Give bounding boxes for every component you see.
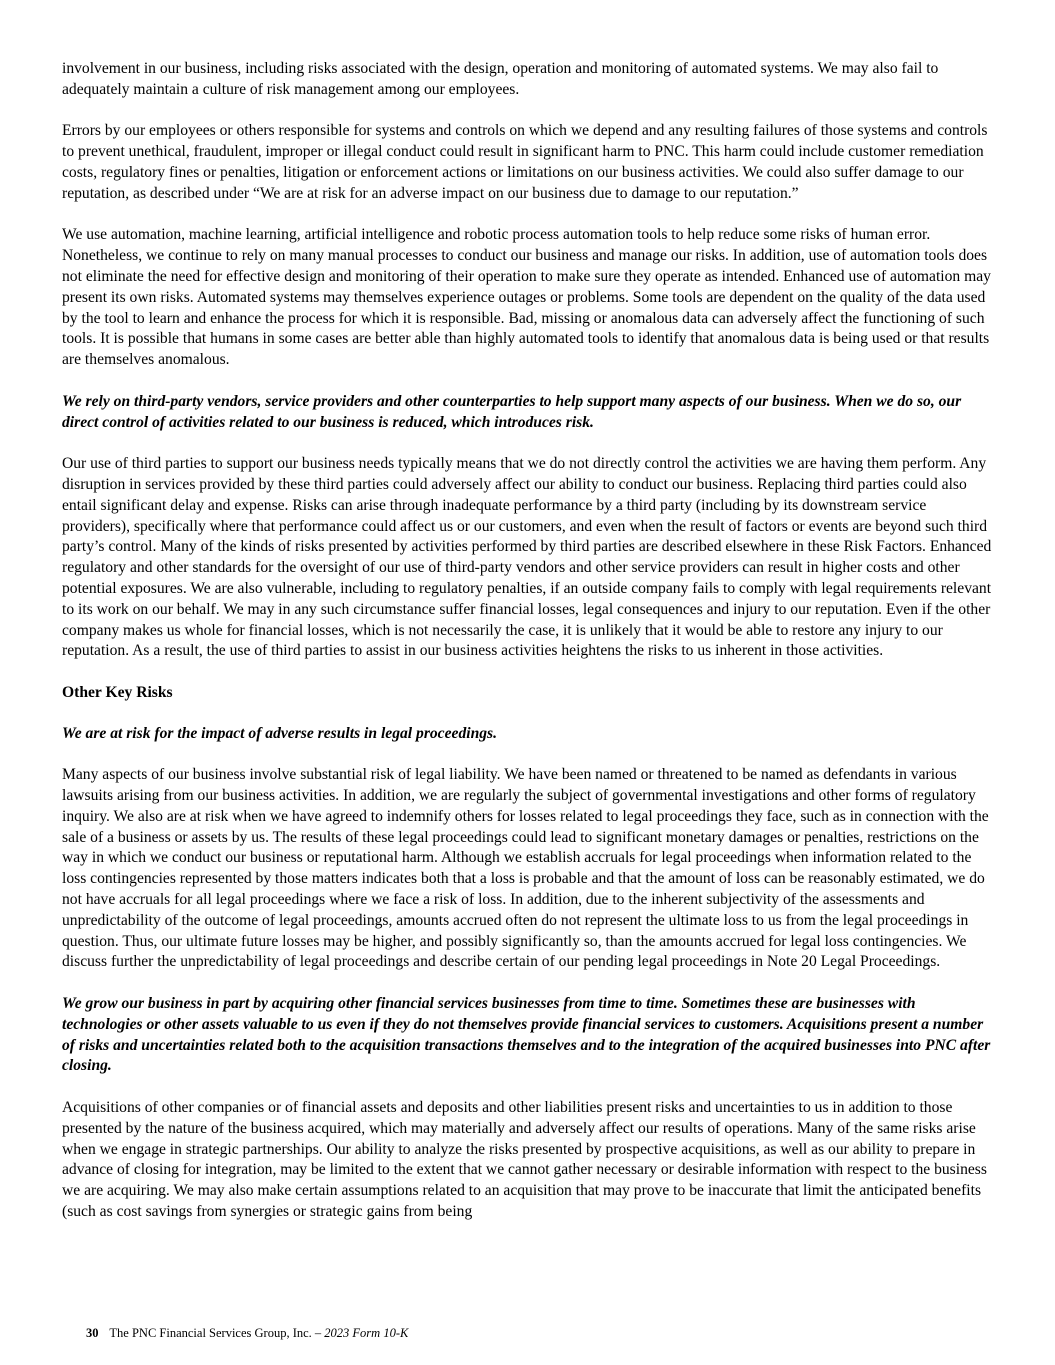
- section-heading-other-key-risks: Other Key Risks: [62, 683, 173, 701]
- subheading-legal-proceedings: We are at risk for the impact of adverse results in legal proceedings.: [62, 724, 498, 742]
- paragraph-third-party-risk: Our use of third parties to support our business needs typically means that we do not directly control the activities we are having them perform. Any disruption in services provided by these third parties could adversely affect our ability to conduct our business. Replacing third parties could also entail significant delay and expense. Risks can arise through inadequate performance by a third party (including by its downstream service providers), specifically where that performance could affect us or our customers, and even when the result of factors or events are beyond such third party’s control. Many of the kinds of risks presented by activities performed by third parties are described elsewhere in these Risk Factors. Enhanced regulatory and other standards for the oversight of our use of third-party vendors and other service providers can result in higher costs and other potential exposures. We are also vulnerable, including to regulatory penalties, if an outside company fails to comply with legal requirements relevant to its work on our behalf. We may in any such circumstance suffer financial losses, legal consequences and injury to our reputation. Even if the other company makes us whole for financial losses, which is not necessarily the case, it is unlikely that it would be able to restore any injury to our reputation. As a result, the use of third parties to assist in our business activities heightens the risks to us inherent in those activities.: [62, 455, 992, 660]
- paragraph-automation-tools: We use automation, machine learning, artificial intelligence and robotic process automation tools to help reduce some risks of human error. Nonetheless, we continue to rely on many manual processes to conduct our business and manage our risks. In addition, use of automation tools does not eliminate the need for effective design and monitoring of their operation to make sure they operate as intended. Enhanced use of automation may present its own risks. Automated systems may themselves experience outages or problems. Some tools are dependent on the quality of the data used by the tool to learn and enhance the process for which it is responsible. Bad, missing or anomalous data can adversely affect the functioning of such tools. It is possible that humans in some cases are better able than highly automated tools to identify that anomalous data is being used or that results are themselves anomalous.: [62, 226, 991, 369]
- page-footer: [86, 1325, 408, 1341]
- paragraph-acquisition-risks: Acquisitions of other companies or of financial assets and deposits and other liabilities present risks and uncertainties to us in addition to those presented by the nature of the business acquired, which may materially and adversely affect our results of operations. Many of the same risks arise when we engage in strategic partnerships. Our ability to analyze the risks presented by prospective acquisitions, as well as our ability to prepare in advance of closing for integration, may be limited to the extent that we cannot gather necessary or desirable information with respect to the business we are acquiring. We may also make certain assumptions related to an acquisition that may prove to be inaccurate that limit the anticipated benefits (such as cost savings from synergies or strategic gains from being: [62, 1099, 987, 1221]
- footer-form: 2023 Form 10-K: [324, 1326, 409, 1340]
- document-page: [62, 59, 994, 1244]
- subheading-third-party-vendors: We rely on third-party vendors, service providers and other counterparties to help support many aspects of our business. When we do so, our direct control of activities related to our business is reduced, which introduces risk.: [62, 392, 962, 431]
- paragraph-legal-liability: Many aspects of our business involve substantial risk of legal liability. We have been named or threatened to be named as defendants in various lawsuits arising from our business activities. In addition, we are regularly the subject of governmental investigations and other forms of regulatory inquiry. We also are at risk when we have agreed to indemnify others for losses related to legal proceedings they face, such as in connection with the sale of a business or assets by us. The results of these legal proceedings could lead to significant monetary damages or penalties, restrictions on the way in which we conduct our business or reputational harm. Although we establish accruals for legal proceedings when information related to the loss contingencies represented by those matters indicates both that a loss is probable and that the amount of loss can be reasonably estimated, we do not have accruals for all legal proceedings where we face a risk of loss. In addition, due to the inherent subjectivity of the assessments and unpredictability of the outcome of legal proceedings, amounts accrued often do not represent the ultimate loss to us from the legal proceedings in question. Thus, our ultimate future losses may be higher, and possibly significantly so, than the amounts accrued for legal loss contingencies. We discuss further the unpredictability of legal proceedings and describe certain of our pending legal proceedings in Note 20 Legal Proceedings.: [62, 766, 989, 971]
- page-number: 30: [86, 1326, 99, 1340]
- subheading-acquisitions: We grow our business in part by acquiring other financial services businesses from time to time. Sometimes these are businesses with technologies or other assets valuable to us even if they do not themselves provide financial services to customers. Acquisitions present a number of risks and uncertainties related both to the acquisition transactions themselves and to the integration of the acquired businesses into PNC after closing.: [62, 995, 991, 1075]
- footer-company: The PNC Financial Services Group, Inc. –: [109, 1326, 322, 1340]
- paragraph-automation-involvement: involvement in our business, including risks associated with the design, operation and monitoring of automated systems. We may also fail to adequately maintain a culture of risk management among our employees.: [62, 60, 939, 98]
- paragraph-employee-errors: Errors by our employees or others responsible for systems and controls on which we depend and any resulting failures of those systems and controls to prevent unethical, fraudulent, improper or illegal conduct could result in significant harm to PNC. This harm could include customer remediation costs, regulatory fines or penalties, litigation or enforcement actions or limitations on our business activities. We could also suffer damage to our reputation, as described under “We are at risk for an adverse impact on our business due to damage to our reputation.”: [62, 122, 988, 202]
